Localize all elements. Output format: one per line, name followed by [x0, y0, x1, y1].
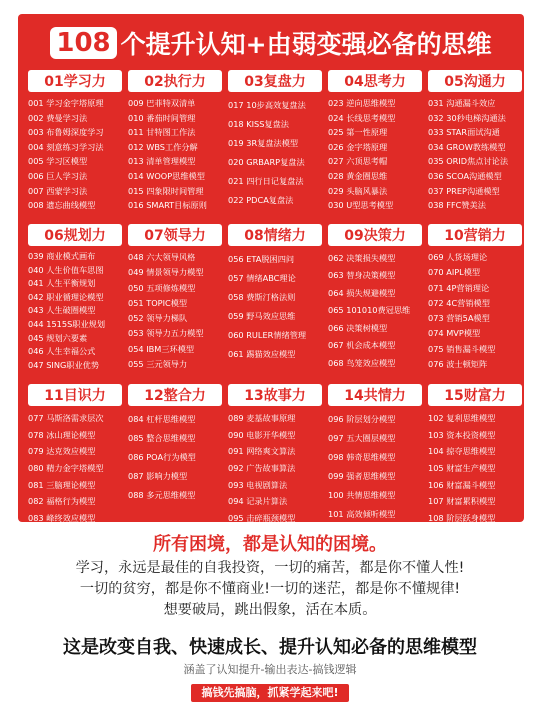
category-item-list — [128, 250, 222, 372]
list-item: 039 商业模式画布 — [28, 251, 96, 261]
category-item-list — [428, 410, 522, 527]
list-item: 066 决策树模型 — [328, 322, 388, 333]
list-item: 105 财富生产模型 — [428, 463, 496, 474]
list-item: 081 三脑理论模型 — [28, 479, 96, 490]
category-card — [128, 384, 222, 505]
category-card — [28, 384, 122, 527]
list-item: 036 SCOA沟通模型 — [428, 170, 502, 181]
category-card — [128, 70, 222, 213]
list-item: 044 1515S职业规划 — [28, 318, 106, 329]
list-item: 051 TOPIC模型 — [128, 297, 188, 308]
list-item: 008 遗忘曲线模型 — [28, 200, 96, 211]
list-item: 088 多元思维模型 — [128, 490, 196, 500]
list-item: 108 阶层跃身模型 — [428, 513, 496, 524]
category-title: 13故事力 — [228, 384, 322, 406]
list-item: 064 损失规避模型 — [328, 287, 396, 298]
list-item: 045 规划六要素 — [28, 332, 88, 343]
list-item: 025 第一性原理 — [328, 127, 388, 138]
category-card — [328, 224, 422, 372]
list-item: 019 3R复盘法模型 — [228, 138, 299, 148]
call-to-action-tag: 搞钱先搞脑，抓紧学起来吧! — [191, 684, 348, 702]
list-item: 040 人生价值车思图 — [28, 264, 104, 275]
list-item: 020 GRBARP复盘法 — [228, 157, 305, 167]
list-item: 052 领导力梯队 — [128, 313, 188, 324]
list-item: 102 复利思维模型 — [428, 413, 496, 423]
list-item: 089 麦基故事原理 — [228, 413, 296, 423]
category-card — [28, 70, 122, 213]
list-item: 069 人货场理论 — [428, 252, 488, 262]
list-item: 080 精力金字塔模型 — [28, 463, 104, 474]
list-item: 012 WBS工作分解 — [128, 141, 198, 152]
category-item-list — [228, 96, 322, 210]
list-item: 014 WOOP思维模型 — [128, 170, 205, 181]
list-item: 018 KISS复盘法 — [228, 119, 289, 129]
list-item: 087 影响力模型 — [128, 471, 188, 481]
category-title: 10营销力 — [428, 224, 522, 246]
list-item: 059 野马效应思维 — [228, 311, 296, 321]
list-item: 048 六大领导风格 — [128, 252, 196, 262]
list-item: 079 达克效应模型 — [28, 446, 96, 457]
category-card — [428, 70, 522, 213]
category-card — [28, 224, 122, 372]
headline: 所有困境，都是认知的困境。 — [153, 534, 387, 555]
list-item: 104 掠夺思维模型 — [428, 446, 496, 457]
list-item: 023 逆向思维模型 — [328, 98, 396, 108]
list-item: 086 POA行为模型 — [128, 452, 196, 462]
category-item-list — [128, 96, 222, 213]
list-item: 035 ORID焦点讨论法 — [428, 156, 509, 167]
subtitle: 涵盖了认知提升-输出表达-搞钱逻辑 — [183, 663, 357, 676]
list-item: 017 10步高效复盘法 — [228, 100, 306, 110]
list-item: 049 情景领导力模型 — [128, 267, 204, 278]
category-card — [228, 224, 322, 364]
list-item: 006 巨人学习法 — [28, 170, 88, 181]
list-item: 058 费斯汀格法则 — [228, 292, 296, 302]
category-title: 03复盘力 — [228, 70, 322, 92]
list-item: 002 费曼学习法 — [28, 112, 88, 123]
category-title: 02执行力 — [128, 70, 222, 92]
list-item: 007 西蒙学习法 — [28, 185, 88, 196]
list-item: 060 RULER情绪管理 — [228, 330, 307, 340]
list-item: 047 SING职业优势 — [28, 359, 100, 370]
category-title: 04思考力 — [328, 70, 422, 92]
bottom-section — [0, 532, 540, 702]
category-title: 12整合力 — [128, 384, 222, 406]
list-item: 003 布鲁姆深度学习 — [28, 127, 104, 138]
list-item: 055 三元领导力 — [128, 359, 188, 370]
category-title: 09决策力 — [328, 224, 422, 246]
category-title: 06规划力 — [28, 224, 122, 246]
category-card — [228, 70, 322, 210]
list-item: 098 韩奇思维模型 — [328, 452, 396, 462]
category-card — [428, 384, 522, 527]
category-item-list — [328, 410, 422, 524]
category-card — [328, 384, 422, 524]
list-item: 082 福格行为模型 — [28, 496, 96, 507]
category-title: 07领导力 — [128, 224, 222, 246]
list-item: 075 销售漏斗模型 — [428, 343, 496, 354]
list-item: 046 人生幸福公式 — [28, 346, 96, 357]
list-item: 083 峰终效应模型 — [28, 513, 96, 524]
slogan: 这是改变自我、快速成长、提升认知必备的思维模型 — [63, 637, 477, 658]
list-item: 094 记录片算法 — [228, 496, 288, 507]
list-item: 011 甘特图工作法 — [128, 127, 196, 138]
list-item: 077 马斯洛需求层次 — [28, 413, 104, 423]
category-item-list — [28, 250, 122, 372]
list-item: 038 FFC赞美法 — [428, 200, 486, 211]
list-item: 032 30秒电梯沟通法 — [428, 112, 506, 123]
category-card — [328, 70, 422, 213]
list-item: 021 四行日记复盘法 — [228, 176, 304, 186]
list-item: 093 电视剧算法 — [228, 479, 288, 490]
poster-panel — [18, 14, 524, 522]
list-item: 005 学习区模型 — [28, 156, 88, 167]
list-item: 050 五项修炼模型 — [128, 282, 196, 293]
category-title: 11目识力 — [28, 384, 122, 406]
list-item: 078 冰山理论模型 — [28, 429, 96, 440]
category-card — [128, 224, 222, 372]
list-item: 072 4C营销模型 — [428, 297, 490, 308]
list-item: 065 101010费冠思维 — [328, 305, 411, 316]
category-card — [428, 224, 522, 372]
list-item: 033 STAR面试沟通 — [428, 127, 500, 138]
body-line-1: 学习，永远是最佳的自我投资，一切的痛苦，都是你不懂人性! — [75, 560, 465, 576]
list-item: 073 营销5A模型 — [428, 313, 490, 324]
list-item: 015 四象限时间管理 — [128, 185, 204, 196]
category-item-list — [228, 410, 322, 527]
list-item: 009 巴菲特双清单 — [128, 98, 196, 108]
category-item-list — [328, 250, 422, 372]
list-item: 085 整合思维模型 — [128, 433, 196, 443]
list-item: 034 GROW教练模型 — [428, 141, 506, 152]
list-item: 107 财富累积模型 — [428, 496, 496, 507]
list-item: 071 4P营销理论 — [428, 282, 490, 293]
category-title: 14共情力 — [328, 384, 422, 406]
list-item: 054 IBM三环模型 — [128, 343, 195, 354]
list-item: 076 波士顿矩阵 — [428, 359, 488, 370]
list-item: 010 番茄时间管理 — [128, 112, 196, 123]
list-item: 101 高效倾听模型 — [328, 509, 396, 519]
category-item-list — [328, 96, 422, 213]
list-item: 106 财富漏斗模型 — [428, 479, 496, 490]
list-item: 004 刻意练习学习法 — [28, 141, 104, 152]
category-item-list — [428, 96, 522, 213]
list-item: 028 黄金圈思维 — [328, 170, 388, 181]
category-card — [228, 384, 322, 527]
list-item: 027 六顶思考帽 — [328, 156, 388, 167]
list-item: 091 网络爽文算法 — [228, 446, 296, 457]
list-item: 037 PREP沟通模型 — [428, 185, 500, 196]
list-item: 070 AIPL模型 — [428, 267, 481, 278]
list-item: 056 ETA脱困四问 — [228, 254, 295, 264]
list-item: 029 头脑风暴法 — [328, 185, 388, 196]
list-item: 063 替身决策模型 — [328, 270, 396, 281]
list-item: 062 决策损失模型 — [328, 253, 396, 263]
category-title: 01学习力 — [28, 70, 122, 92]
list-item: 042 职业循理论模型 — [28, 291, 104, 302]
list-item: 016 SMART目标原则 — [128, 200, 207, 211]
list-item: 068 鸟笼效应模型 — [328, 357, 396, 368]
list-item: 092 广告故事算法 — [228, 463, 296, 474]
list-item: 041 人生平衡规划 — [28, 278, 96, 289]
title-number-badge: 108 — [50, 27, 116, 59]
category-item-list — [228, 250, 322, 364]
list-item: 001 学习金字塔原理 — [28, 98, 104, 108]
list-item: 103 资本投资模型 — [428, 429, 496, 440]
list-item: 031 沟通漏斗效应 — [428, 98, 496, 108]
category-item-list — [428, 250, 522, 372]
category-title: 05沟通力 — [428, 70, 522, 92]
list-item: 013 清单管理模型 — [128, 156, 196, 167]
list-item: 097 五大圈层模型 — [328, 433, 396, 443]
list-item: 024 长线思考模型 — [328, 112, 396, 123]
list-item: 022 PDCA复盘法 — [228, 195, 294, 205]
category-item-list — [28, 410, 122, 527]
list-item: 026 金字塔原理 — [328, 141, 388, 152]
list-item: 100 共情思维模型 — [328, 490, 396, 500]
body-line-3: 想要破局，跳出假象，活在本质。 — [163, 602, 377, 618]
list-item: 074 MVP模型 — [428, 328, 481, 339]
poster-title — [18, 20, 524, 66]
category-item-list — [28, 96, 122, 213]
list-item: 030 U型思考模型 — [328, 200, 394, 211]
list-item: 067 机会成本模型 — [328, 340, 396, 351]
body-line-2: 一切的贫穷，都是你不懂商业!一切的迷茫，都是你不懂规律! — [79, 581, 461, 597]
category-title: 15财富力 — [428, 384, 522, 406]
title-text: 个提升认知+由弱变强必备的思维 — [120, 30, 492, 59]
list-item: 095 击碎瓶颈模型 — [228, 513, 296, 524]
list-item: 084 杠杆思维模型 — [128, 414, 196, 424]
list-item: 090 电影开华模型 — [228, 429, 296, 440]
list-item: 057 情绪ABC理论 — [228, 273, 296, 283]
list-item: 053 领导力五力模型 — [128, 328, 204, 339]
list-item: 096 阶层划分模型 — [328, 414, 396, 424]
list-item: 043 人生破圈模型 — [28, 305, 96, 316]
list-item: 061 踢猫效应模型 — [228, 349, 296, 359]
list-item: 099 强者思维模型 — [328, 471, 396, 481]
category-item-list — [128, 410, 222, 505]
category-title: 08情绪力 — [228, 224, 322, 246]
